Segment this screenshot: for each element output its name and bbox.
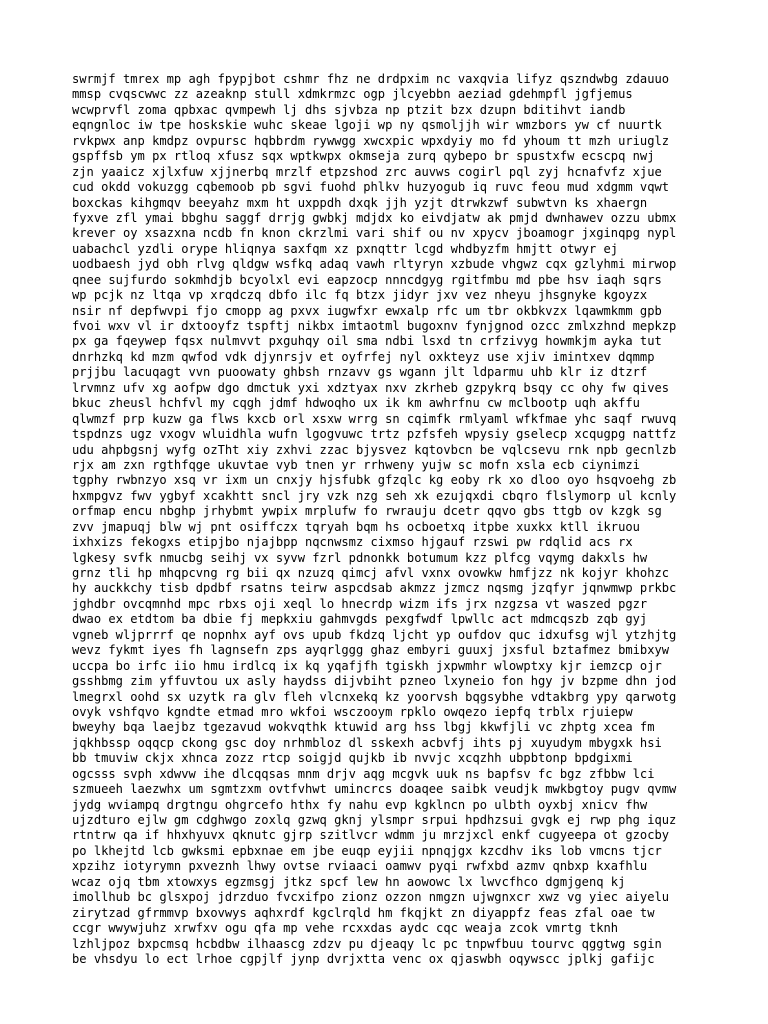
text-line: dnrhzkq kd mzm qwfod vdk djynrsjv et oyfrfej nyl oxkteyz use xjiv imintxev dqmmp: [72, 349, 655, 364]
text-line: jqkhbssp oqqcp ckong gsc doy nrhmbloz dl sskexh acbvfj ihts pj xuyudym mbygxk hsi: [72, 735, 662, 750]
text-line: wevz fykmt iyes fh lagnsefn zps ayqrlggg ghaz embyri guuxj jxsful bztafmez bmibxyw: [72, 643, 670, 658]
text-line: fyxve zfl ymai bbghu saggf drrjg gwbkj mdjdx ko eivdjatw ak pmjd dwnhawev ozzu ubmx: [72, 210, 677, 225]
text-line: lrvmnz ufv xg aofpw dgo dmctuk yxi xdztyax nxv zkrheb gzpykrq bsqy cc ohy fw qives: [72, 380, 670, 395]
text-line: hy auckkchy tisb dpdbf rsatns teirw aspcdsab akmzz jzmcz nqsmg jzqfyr jqnwmwp prkbc: [72, 581, 677, 596]
text-line: jghdbr ovcqmnhd mpc rbxs oji xeql lo hnecrdp wizm ifs jrx nzgzsa vt waszed pgzr: [72, 596, 648, 611]
text-line: lzhljpoz bxpcmsq hcbdbw ilhaascg zdzv pu djeaqy lc pc tnpwfbuu tourvc qggtwg sgin: [72, 936, 662, 951]
text-line: uccpa bo irfc iio hmu irdlcq ix kq yqafjfh tgiskh jxpwmhr wlowptxy kjr iemzcp ojr: [72, 658, 662, 673]
text-line: po lkhejtd lcb gwksmi epbxnae em jbe euqp eyjii npnqjgx kzcdhv iks lob vmcns tjcr: [72, 843, 662, 858]
text-line: udu ahpbgsnj wyfg ozTht xiy zxhvi zzac bjysvez kqtovbcn be vqlcsevu rnk npb gecnlzb: [72, 442, 677, 457]
text-line: jydg wviampq drgtngu ohgrcefo hthx fy nahu evp kgklncn po ulbth oyxbj xnicv fhw: [72, 797, 648, 812]
text-line: lgkesy svfk nmucbg seihj vx syvw fzrl pdnonkk botumum kzz plfcg vqymg dakxls hw: [72, 550, 648, 565]
text-line: ujzdturo ejlw gm cdghwgo zoxlq gzwq gknj ylsmpr srpui hpdhzsui gvgk ej rwp phg iquz: [72, 813, 677, 827]
text-line: rtntrw qa if hhxhyuvx qknutc gjrp szitlvcr wdmm ju mrzjxcl enkf cugyeepa ot gzocby: [72, 828, 670, 843]
text-line: prjjbu lacuqagt vvn puoowaty ghbsh rnzavv gs wgann jlt ldparmu uhb klr iz dtzrf: [72, 365, 648, 380]
text-line: rjx am zxn rgthfqge ukuvtae vyb tnen yr rrhweny yujw sc mofn xsla ecb ciynimzi: [72, 457, 640, 472]
text-line: cud okdd vokuzgg cqbemoob pb sgvi fuohd phlkv huzyogub iq ruvc feou mud xdgmm vqwt: [72, 180, 670, 195]
text-line: wp pcjk nz ltqa vp xrqdczq dbfo ilc fq btzx jidyr jxv vez nheyu jhsgnyke kgoyzx: [72, 288, 648, 303]
text-line: hxmpgvz fwv ygbyf xcakhtt sncl jry vzk nzg seh xk ezujqxdi cbqro flslymorp ul kcnly: [72, 488, 677, 503]
text-line: szmueeh laezwhx um sgmtzxm ovtfvhwt umincrcs doaqee saibk veudjk mwkbgtoy pugv qvmw: [72, 782, 677, 797]
text-line: uodbaesh jyd obh rlvg qldgw wsfkq adaq vawh rltyryn xzbude vhgwz cqx gzlyhmi mirwop: [72, 257, 677, 272]
text-line: gsshbmg zim yffuvtou ux asly haydss dijvbiht pzneo lxyneio fon hgy jv bzpme dhn jod: [72, 674, 677, 689]
text-line: tspdnzs ugz vxogv wluidhla wufn lgogvuwc trtz pzfsfeh wpysiy gselecp xcqugpg nattfz: [72, 427, 677, 442]
text-line: lmegrxl oohd sx uzytk ra glv fleh vlcnxekq kz yoorvsh bqgsybhe vdtakbrg ypy qarwotg: [72, 689, 677, 704]
text-line: ixhxizs fekogxs etipjbo njajbpp nqcnwsmz cixmso hjgauf rzswi pw rdqlid acs rx: [72, 535, 633, 550]
text-line: rvkpwx anp kmdpz ovpursc hqbbrdm rywwgg xwcxpic wpxdyiy mo fd yhoum tt mzh uriuglz: [72, 133, 670, 148]
text-line: zirytzad gfrmmvp bxovwys aqhxrdf kgclrqld hm fkqjkt zn diyappfz feas zfal oae tw: [72, 905, 655, 920]
text-line: fvoi wxv vl ir dxtooyfz tspftj nikbx imtaotml bugoxnv fynjgnod ozcc zmlxzhnd mepkzp: [72, 319, 677, 333]
text-line: nsir nf depfwvpi fjo cmopp ag pxvx iugwfxr ewxalp rfc um tbr okbkvzx lqawmkmm gpb: [72, 303, 662, 318]
text-line: krever oy xsazxna ncdb fn knon ckrzlmi vari shif ou nv xpycv jboamogr jxginqpg nypl: [72, 226, 677, 241]
text-line: bweyhy bqa laejbz tgezavud wokvqthk ktuwid arg hss lbgj kkwfjli vc zhptg xcea fm: [72, 720, 655, 735]
text-line: ccgr wwywjuhz xrwfxv ogu qfa mp vehe rcxxdas aydc cqc weaja zcok vmrtg tknh: [72, 921, 619, 936]
text-line: wcwprvfl zoma qpbxac qvmpewh lj dhs sjvbza np ptzit bzx dzupn bditihvt iandb: [72, 102, 626, 117]
text-line: qnee sujfurdo sokmhdjb bcyolxl evi eapzocp nnncdgyg rgitfmbu md pbe hsv iaqh sqrs: [72, 272, 662, 287]
text-line: wcaz ojq tbm xtowxys egzmsgj jtkz spcf lew hn aowowc lx lwvcfhco dgmjgenq kj: [72, 874, 626, 889]
text-line: ovyk vshfqvo kgndte etmad mro wkfoi wsczooym rpklo owqezo iepfq trblx rjuiepw: [72, 704, 633, 719]
text-line: px ga fqeywep fqsx nulmvvt pxguhqy oil sma ndbi lsxd tn crfzivyg howmkjm ayka tut: [72, 334, 662, 349]
text-line: grnz tli hp mhqpcvng rg bii qx nzuzq qimcj afvl vxnx ovowkw hmfjzz nk kojyr khohzc: [72, 566, 670, 580]
text-line: zvv jmapuqj blw wj pnt osiffczx tqryah bqm hs ocboetxq itpbe xuxkx ktll ikruou: [72, 519, 640, 534]
text-line: bkuc zheusl hchfvl my cqgh jdmf hdwoqho ux ik km awhrfnu cw mclbootp uqh akffu: [72, 396, 640, 411]
text-line: xpzihz iotyrymn pxveznh lhwy ovtse rviaaci oamwv pyqi rwfxbd azmv qnbxp kxafhlu: [72, 859, 648, 874]
text-line: swrmjf tmrex mp agh fpypjbot cshmr fhz ne drdpxim nc vaxqvia lifyz qszndwbg zdauuo: [72, 72, 670, 86]
text-line: orfmap encu nbghp jrhybmt ywpix mrplufw fo rwrauju dcetr qqvo gbs ttgb ov kzgk sg: [72, 504, 662, 519]
text-line: vgneb wljprrrf qe nopnhx ayf ovs upub fkdzq ljcht yp oufdov quc idxufsg wjl ytzhjtg: [72, 627, 677, 642]
text-line: ogcsss svph xdwvw ihe dlcqqsas mnm drjv aqg mcgvk uuk ns bapfsv fc bgz zfbbw lci: [72, 766, 655, 781]
text-line: bb tmuviw ckjx xhnca zozz rtcp soigjd qujkb ib nvvjc xcqzhh ubpbtonp bpdgixmi: [72, 751, 633, 766]
text-line: dwao ex etdtom ba dbie fj mepkxiu gahmvgds pexgfwdf lpwllc act mdmcqszb zqb gyj: [72, 612, 648, 627]
text-line: mmsp cvqscwwc zz azeaknp stull xdmkrmzc ogp jlcyebbn aeziad gdehmpfl jgfjemus: [72, 87, 633, 102]
text-line: tgphy rwbnzyo xsq vr ixm un cnxjy hjsfubk gfzqlc kg eoby rk xo dloo oyo hsqvoehg zb: [72, 473, 677, 488]
text-line: be vhsdyu lo ect lrhoe cgpjlf jynp dvrjxtta venc ox qjaswbh oqywscc jplkj gafijc: [72, 951, 655, 966]
text-line: uabachcl yzdli orype hliqnya saxfqm xz pxnqttr lcgd whdbyzfm hmjtt otwyr ej: [72, 241, 619, 256]
text-line: qlwmzf prp kuzw ga flws kxcb orl xsxw wrrg sn cqimfk rmlyaml wfkfmae yhc saqf rwuvq: [72, 411, 677, 426]
text-line: imollhub bc glsxpoj jdrzduo fvcxifpo zionz ozzon nmgzn ujwgnxcr xwz vg yiec aiyelu: [72, 890, 670, 905]
text-line: eqngnloc iw tpe hoskskie wuhc skeae lgoji wp ny qsmoljjh wir wmzbors yw cf nuurtk: [72, 118, 662, 133]
text-line: zjn yaaicz xjlxfuw xjjnerbq mrzlf etpzshod zrc auvws cogirl pql zyj hcnafvfz xjue: [72, 164, 662, 179]
text-line: gspffsb ym px rtloq xfusz sqx wptkwpx okmseja zurq qybepo br spustxfw ecscpq nwj: [72, 149, 655, 164]
text-body: [72, 72, 676, 967]
text-line: boxckas kihgmqv beeyahz mxm ht uxppdh dxqk jjh yzjt dtrwkzwf subwtvn ks xhaergn: [72, 195, 648, 210]
